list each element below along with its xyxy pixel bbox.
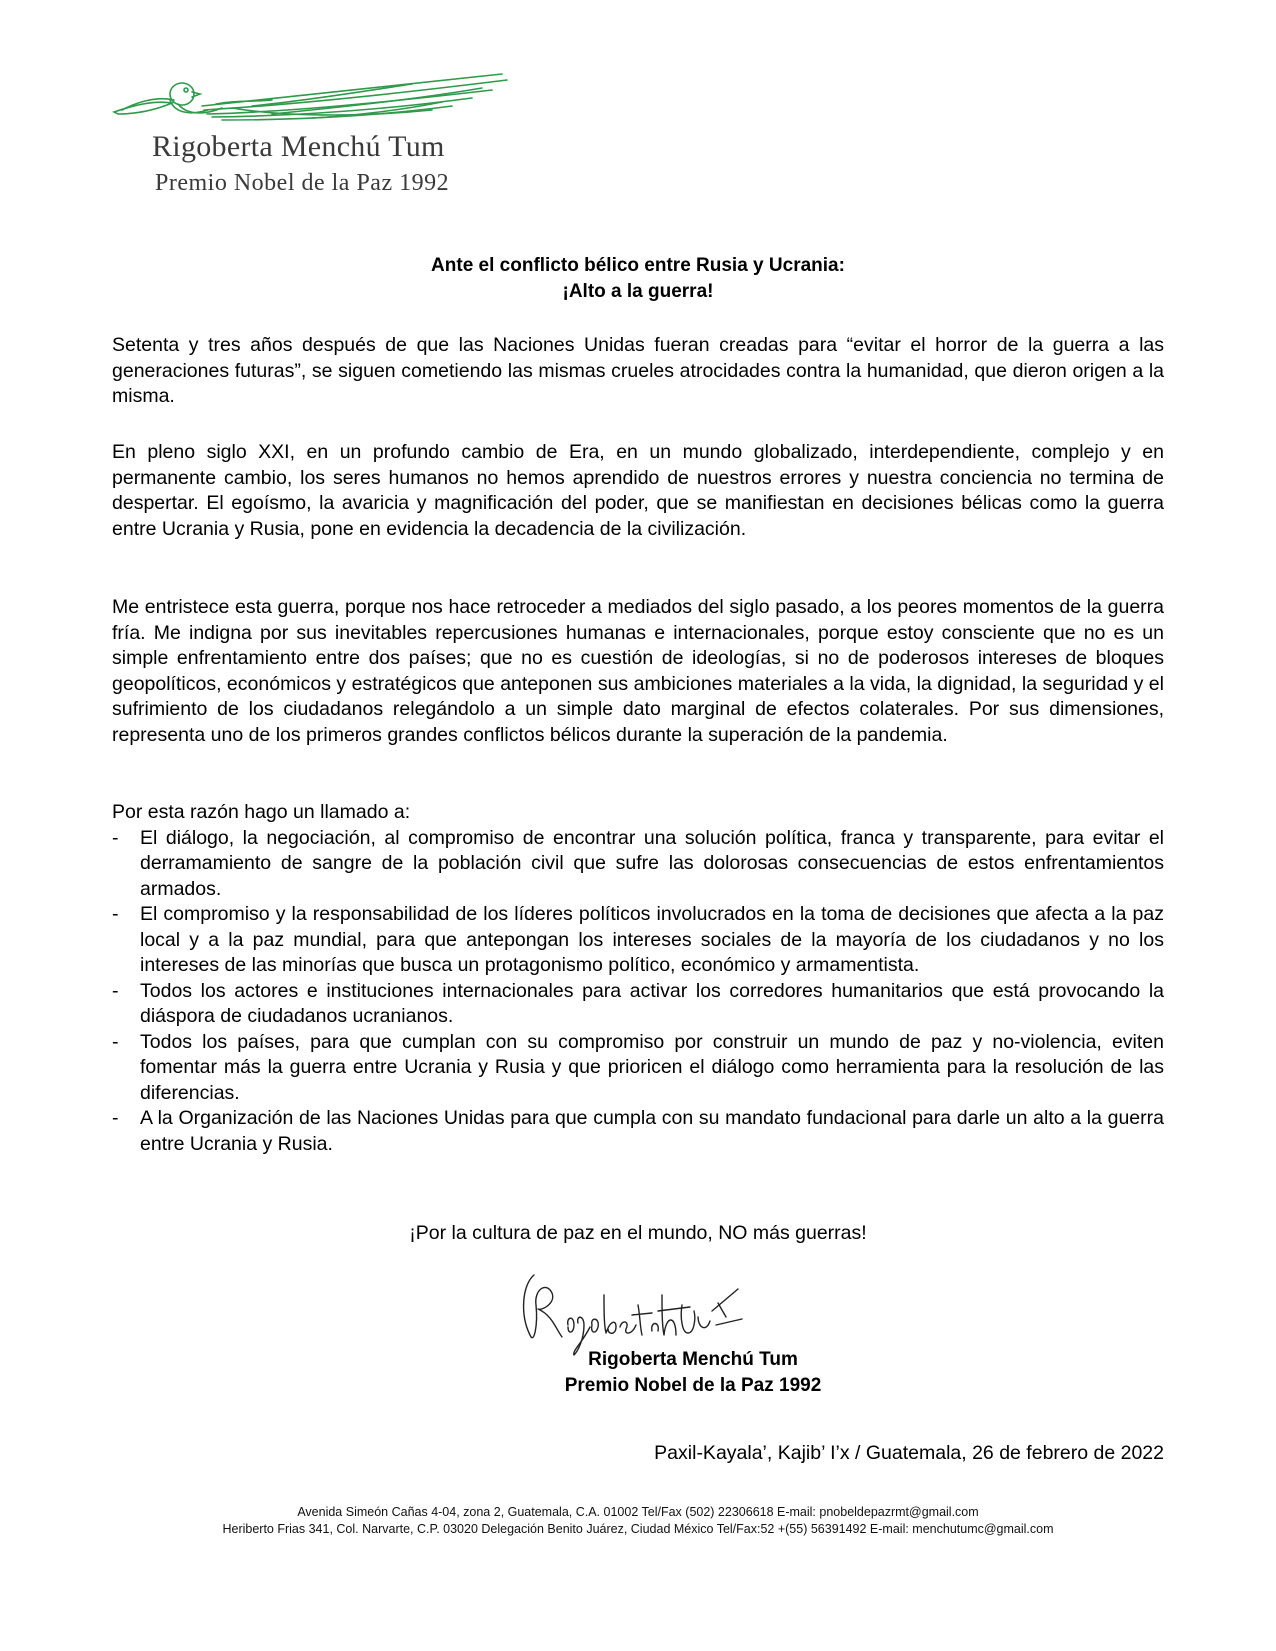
list-item xyxy=(112,1106,1164,1157)
list-item xyxy=(112,979,1164,1030)
call-section xyxy=(112,800,1164,1157)
signatory-name-text: Rigoberta Menchú Tum xyxy=(588,1349,798,1370)
bullet-dash: - xyxy=(112,1107,119,1129)
call-intro: Por esta razón hago un llamado a: xyxy=(112,801,411,823)
list-item-text: Todos los países, para que cumplan con su compromiso por construir un mundo de paz y no-violencia, eviten fomentar más la guerra entre Ucrania y Rusia y que prioricen el diálogo como herramienta para la resolución de las diferencias. xyxy=(140,1030,1164,1104)
signatory-title-text: Premio Nobel de la Paz 1992 xyxy=(564,1375,822,1396)
paragraph-text: Me entristece esta guerra, porque nos hace retroceder a mediados del siglo pasado, a los peores momentos de la guerra fría. Me indigna por sus inevitables repercusiones humanas e internacionales, porque estoy consciente que no es un simple enfrentamiento entre dos países; que no es cuestión de ideologías, si no de poderosos intereses de bloques geopolíticos, económicos y estratégicos que anteponen sus ambiciones materiales a la vida, la dignidad, la seguridad y el sufrimiento de los ciudadanos relegándolo a un simple dato marginal de efectos colaterales. Por sus dimensiones, representa uno de los primeros grandes conflictos bélicos durante la superación de la pandemia. xyxy=(112,596,1164,746)
list-item xyxy=(112,902,1164,979)
footer-address-mexico: Heriberto Frias 341, Col. Narvarte, C.P. 03020 Delegación Benito Juárez, Ciudad México Tel/Fax:52 +(55) 56391492 E-mail: menchutumc@gmail.com xyxy=(222,1522,1054,1536)
place-and-date: Paxil-Kayala’, Kajib’ I’x / Guatemala, 26 de febrero de 2022 xyxy=(654,1442,1164,1464)
signatory-name xyxy=(0,1347,1276,1373)
list-item xyxy=(112,826,1164,903)
paragraph-text: En pleno siglo XXI, en un profundo cambio de Era, en un mundo globalizado, interdependiente, complejo y en permanente cambio, los seres humanos no hemos aprendido de nuestros errores y nuestra conciencia no termina de despertar. El egoísmo, la avaricia y magnificación del poder, que se manifiestan en decisiones bélicas como la guerra entre Ucrania y Rusia, pone en evidencia la decadencia de la civilización. xyxy=(112,441,1164,540)
bullet-dash: - xyxy=(112,826,119,849)
paragraph-2 xyxy=(112,440,1164,542)
list-item-text: Todos los actores e instituciones internacionales para activar los corredores humanitarios que está provocando la diáspora de ciudadanos ucranianos. xyxy=(140,979,1164,1027)
quetzal-bird-icon xyxy=(112,70,532,130)
list-item xyxy=(112,1030,1164,1107)
signatory-title xyxy=(0,1373,1276,1399)
letter-title: Ante el conflicto bélico entre Rusia y Ucrania: xyxy=(431,255,845,276)
list-item-text: A la Organización de las Naciones Unidas para que cumpla con su mandato fundacional para darle un alto a la guerra entre Ucrania y Rusia. xyxy=(140,1107,1164,1155)
bullet-dash: - xyxy=(112,903,119,925)
paragraph-3 xyxy=(112,595,1164,748)
closing-statement: ¡Por la cultura de paz en el mundo, NO más guerras! xyxy=(409,1222,867,1244)
bullet-dash: - xyxy=(112,1030,119,1053)
footer-address-guatemala: Avenida Simeón Cañas 4-04, zona 2, Guatemala, C.A. 01002 Tel/Fax (502) 22306618 E-mail: pnobeldepazrmt@gmail.com xyxy=(297,1505,979,1519)
list-item-text: El diálogo, la negociación, al compromiso de encontrar una solución política, franca y transparente, para evitar el derramamiento de sangre de la población civil que sufre las dolorosas consecuencias de estos enfrentamientos armados. xyxy=(140,826,1164,900)
paragraph-1 xyxy=(112,333,1164,410)
letterhead-name: Rigoberta Menchú Tum xyxy=(152,130,445,163)
call-list xyxy=(112,826,1164,1158)
letter-subtitle: ¡Alto a la guerra! xyxy=(562,281,714,302)
list-item-text: El compromiso y la responsabilidad de los líderes políticos involucrados en la toma de decisiones que afecta a la paz local y a la paz mundial, para que antepongan los intereses sociales de la mayoría de los ciudadanos y no los intereses de las minorías que busca un protagonismo político, económico y armamentista. xyxy=(140,903,1164,976)
paragraph-text: Setenta y tres años después de que las Naciones Unidas fueran creadas para “evitar el horror de la guerra a las generaciones futuras”, se siguen cometiendo las mismas crueles atrocidades contra la humanidad, que dieron origen a la misma. xyxy=(112,334,1164,407)
letterhead xyxy=(112,70,532,210)
letterhead-subtitle: Premio Nobel de la Paz 1992 xyxy=(155,170,450,196)
bullet-dash: - xyxy=(112,979,119,1002)
